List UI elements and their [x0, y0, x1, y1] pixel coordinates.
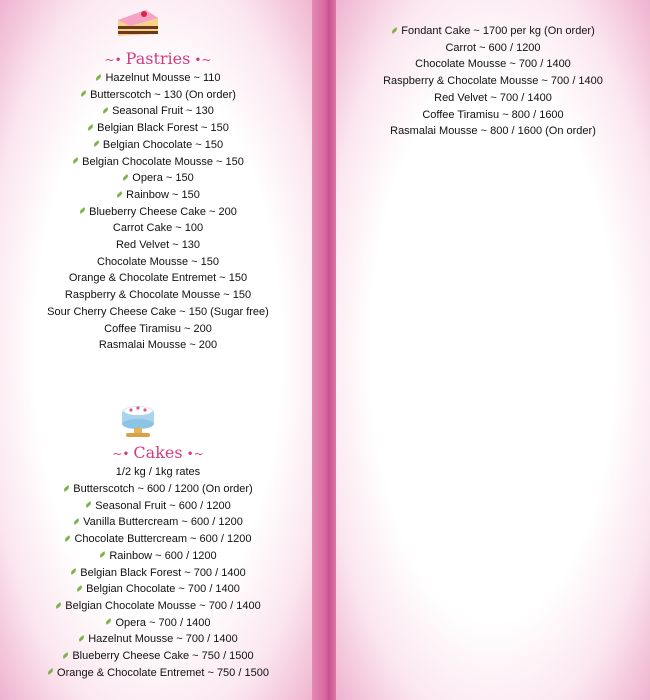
menu-item-label: Raspberry & Chocolate Mousse ~ 700 / 1400	[383, 75, 603, 88]
menu-item	[0, 631, 316, 648]
menu-item	[0, 187, 316, 204]
menu-item-label: Orange & Chocolate Entremet ~ 750 / 1500	[57, 666, 269, 679]
menu-item-label: Opera ~ 700 / 1400	[115, 616, 211, 629]
menu-item-label: Blueberry Cheese Cake ~ 750 / 1500	[72, 650, 254, 663]
leaf-bullet-icon	[80, 90, 87, 97]
menu-item-label: Rasmalai Mousse ~ 200	[98, 339, 218, 352]
leaf-bullet-icon	[73, 518, 80, 525]
leaf-bullet-icon	[55, 602, 62, 609]
menu-item	[0, 70, 316, 87]
menu-item	[336, 40, 650, 57]
cakes-subtitle: 1/2 kg / 1kg rates	[115, 466, 201, 478]
menu-item	[0, 154, 316, 171]
leaf-bullet-icon	[72, 157, 79, 164]
menu-item-label: Opera ~ 150	[132, 172, 194, 185]
menu-item	[0, 87, 316, 104]
leaf-bullet-icon	[116, 191, 123, 198]
menu-item-label: Vanilla Buttercream ~ 600 / 1200	[83, 516, 243, 529]
menu-item-label: Seasonal Fruit ~ 130	[112, 105, 214, 118]
leaf-bullet-icon	[64, 535, 71, 542]
menu-item	[0, 337, 316, 354]
menu-item-label: Sour Cherry Cheese Cake ~ 150 (Sugar free)	[47, 305, 269, 318]
menu-item-label: Seasonal Fruit ~ 600 / 1200	[95, 499, 231, 512]
menu-item	[0, 321, 316, 338]
menu-item-label: Raspberry & Chocolate Mousse ~ 150	[64, 289, 252, 302]
menu-item-label: Butterscotch ~ 600 / 1200 (On order)	[73, 483, 253, 495]
menu-item	[0, 254, 316, 271]
menu-item-label: Hazelnut Mousse ~ 110	[105, 72, 221, 84]
menu-item	[0, 170, 316, 187]
leaf-bullet-icon	[47, 668, 54, 675]
menu-page-right	[336, 0, 650, 700]
menu-item-label: Carrot Cake ~ 100	[112, 222, 204, 235]
menu-item	[0, 565, 316, 582]
menu-item-label: Blueberry Cheese Cake ~ 200	[89, 205, 237, 218]
menu-item	[336, 73, 650, 90]
menu-item	[0, 103, 316, 120]
pastry-slice-icon	[116, 6, 160, 40]
menu-item	[0, 498, 316, 515]
leaf-bullet-icon	[87, 124, 94, 131]
pastries-heading: ~• Pastries •~	[104, 49, 212, 68]
leaf-bullet-icon	[62, 652, 69, 659]
leaf-bullet-icon	[391, 27, 398, 34]
menu-item-label: Red Velvet ~ 700 / 1400	[434, 91, 552, 104]
menu-item-label: Belgian Black Forest ~ 150	[97, 122, 229, 135]
menu-item	[0, 120, 316, 137]
leaf-bullet-icon	[95, 74, 102, 81]
menu-item	[336, 23, 650, 40]
leaf-bullet-icon	[105, 618, 112, 625]
menu-item-label: Hazelnut Mousse ~ 700 / 1400	[88, 633, 238, 646]
menu-item	[0, 648, 316, 665]
menu-item-label: Belgian Chocolate ~ 150	[102, 138, 224, 151]
menu-item	[336, 90, 650, 107]
menu-item	[0, 137, 316, 154]
menu-item	[336, 123, 650, 140]
menu-item	[0, 598, 316, 615]
leaf-bullet-icon	[63, 485, 70, 492]
menu-item	[0, 220, 316, 237]
menu-page-left	[0, 0, 316, 700]
menu-item-label: Belgian Chocolate Mousse ~ 700 / 1400	[65, 599, 261, 612]
menu-item	[0, 531, 316, 548]
leaf-bullet-icon	[76, 585, 83, 592]
leaf-bullet-icon	[99, 552, 106, 559]
menu-item-label: Carrot ~ 600 / 1200	[445, 41, 541, 54]
cakes-heading: ~• Cakes •~	[112, 443, 204, 462]
menu-item	[0, 581, 316, 598]
pastries-list	[0, 70, 316, 354]
menu-item-label: Coffee Tiramisu ~ 800 / 1600	[422, 108, 564, 121]
leaf-bullet-icon	[70, 568, 77, 575]
menu-item-label: Belgian Chocolate ~ 700 / 1400	[86, 583, 240, 596]
menu-item	[0, 204, 316, 221]
leaf-bullet-icon	[79, 207, 86, 214]
menu-item	[0, 304, 316, 321]
menu-item	[0, 270, 316, 287]
menu-item-label: Rainbow ~ 600 / 1200	[109, 549, 217, 562]
menu-item-label: Belgian Chocolate Mousse ~ 150	[82, 155, 244, 168]
menu-item	[0, 237, 316, 254]
menu-item	[336, 107, 650, 124]
menu-item-label: Fondant Cake ~ 1700 per kg (On order)	[401, 25, 595, 37]
menu-item	[0, 615, 316, 632]
menu-item-label: Chocolate Mousse ~ 700 / 1400	[415, 58, 571, 71]
menu-item-label: Orange & Chocolate Entremet ~ 150	[68, 272, 248, 285]
cake-stand-icon	[116, 402, 160, 440]
menu-item	[0, 548, 316, 565]
leaf-bullet-icon	[85, 501, 92, 508]
menu-item	[0, 665, 316, 682]
menu-item	[0, 514, 316, 531]
cakes-list-continued	[336, 23, 650, 140]
leaf-bullet-icon	[93, 141, 100, 148]
menu-item-label: Coffee Tiramisu ~ 200	[104, 322, 212, 335]
menu-item-label: Chocolate Mousse ~ 150	[97, 255, 219, 268]
menu-item	[0, 481, 316, 498]
menu-item-label: Chocolate Buttercream ~ 600 / 1200	[74, 533, 252, 546]
menu-item-label: Rainbow ~ 150	[126, 188, 200, 201]
menu-item-label: Butterscotch ~ 130 (On order)	[90, 88, 236, 101]
leaf-bullet-icon	[102, 107, 109, 114]
menu-item-label: Red Velvet ~ 130	[115, 239, 201, 252]
menu-item-label: Rasmalai Mousse ~ 800 / 1600 (On order)	[390, 125, 596, 138]
menu-item	[0, 287, 316, 304]
cakes-list	[0, 481, 316, 681]
menu-item-label: Belgian Black Forest ~ 700 / 1400	[80, 566, 246, 579]
leaf-bullet-icon	[122, 174, 129, 181]
menu-item	[336, 56, 650, 73]
leaf-bullet-icon	[78, 635, 85, 642]
